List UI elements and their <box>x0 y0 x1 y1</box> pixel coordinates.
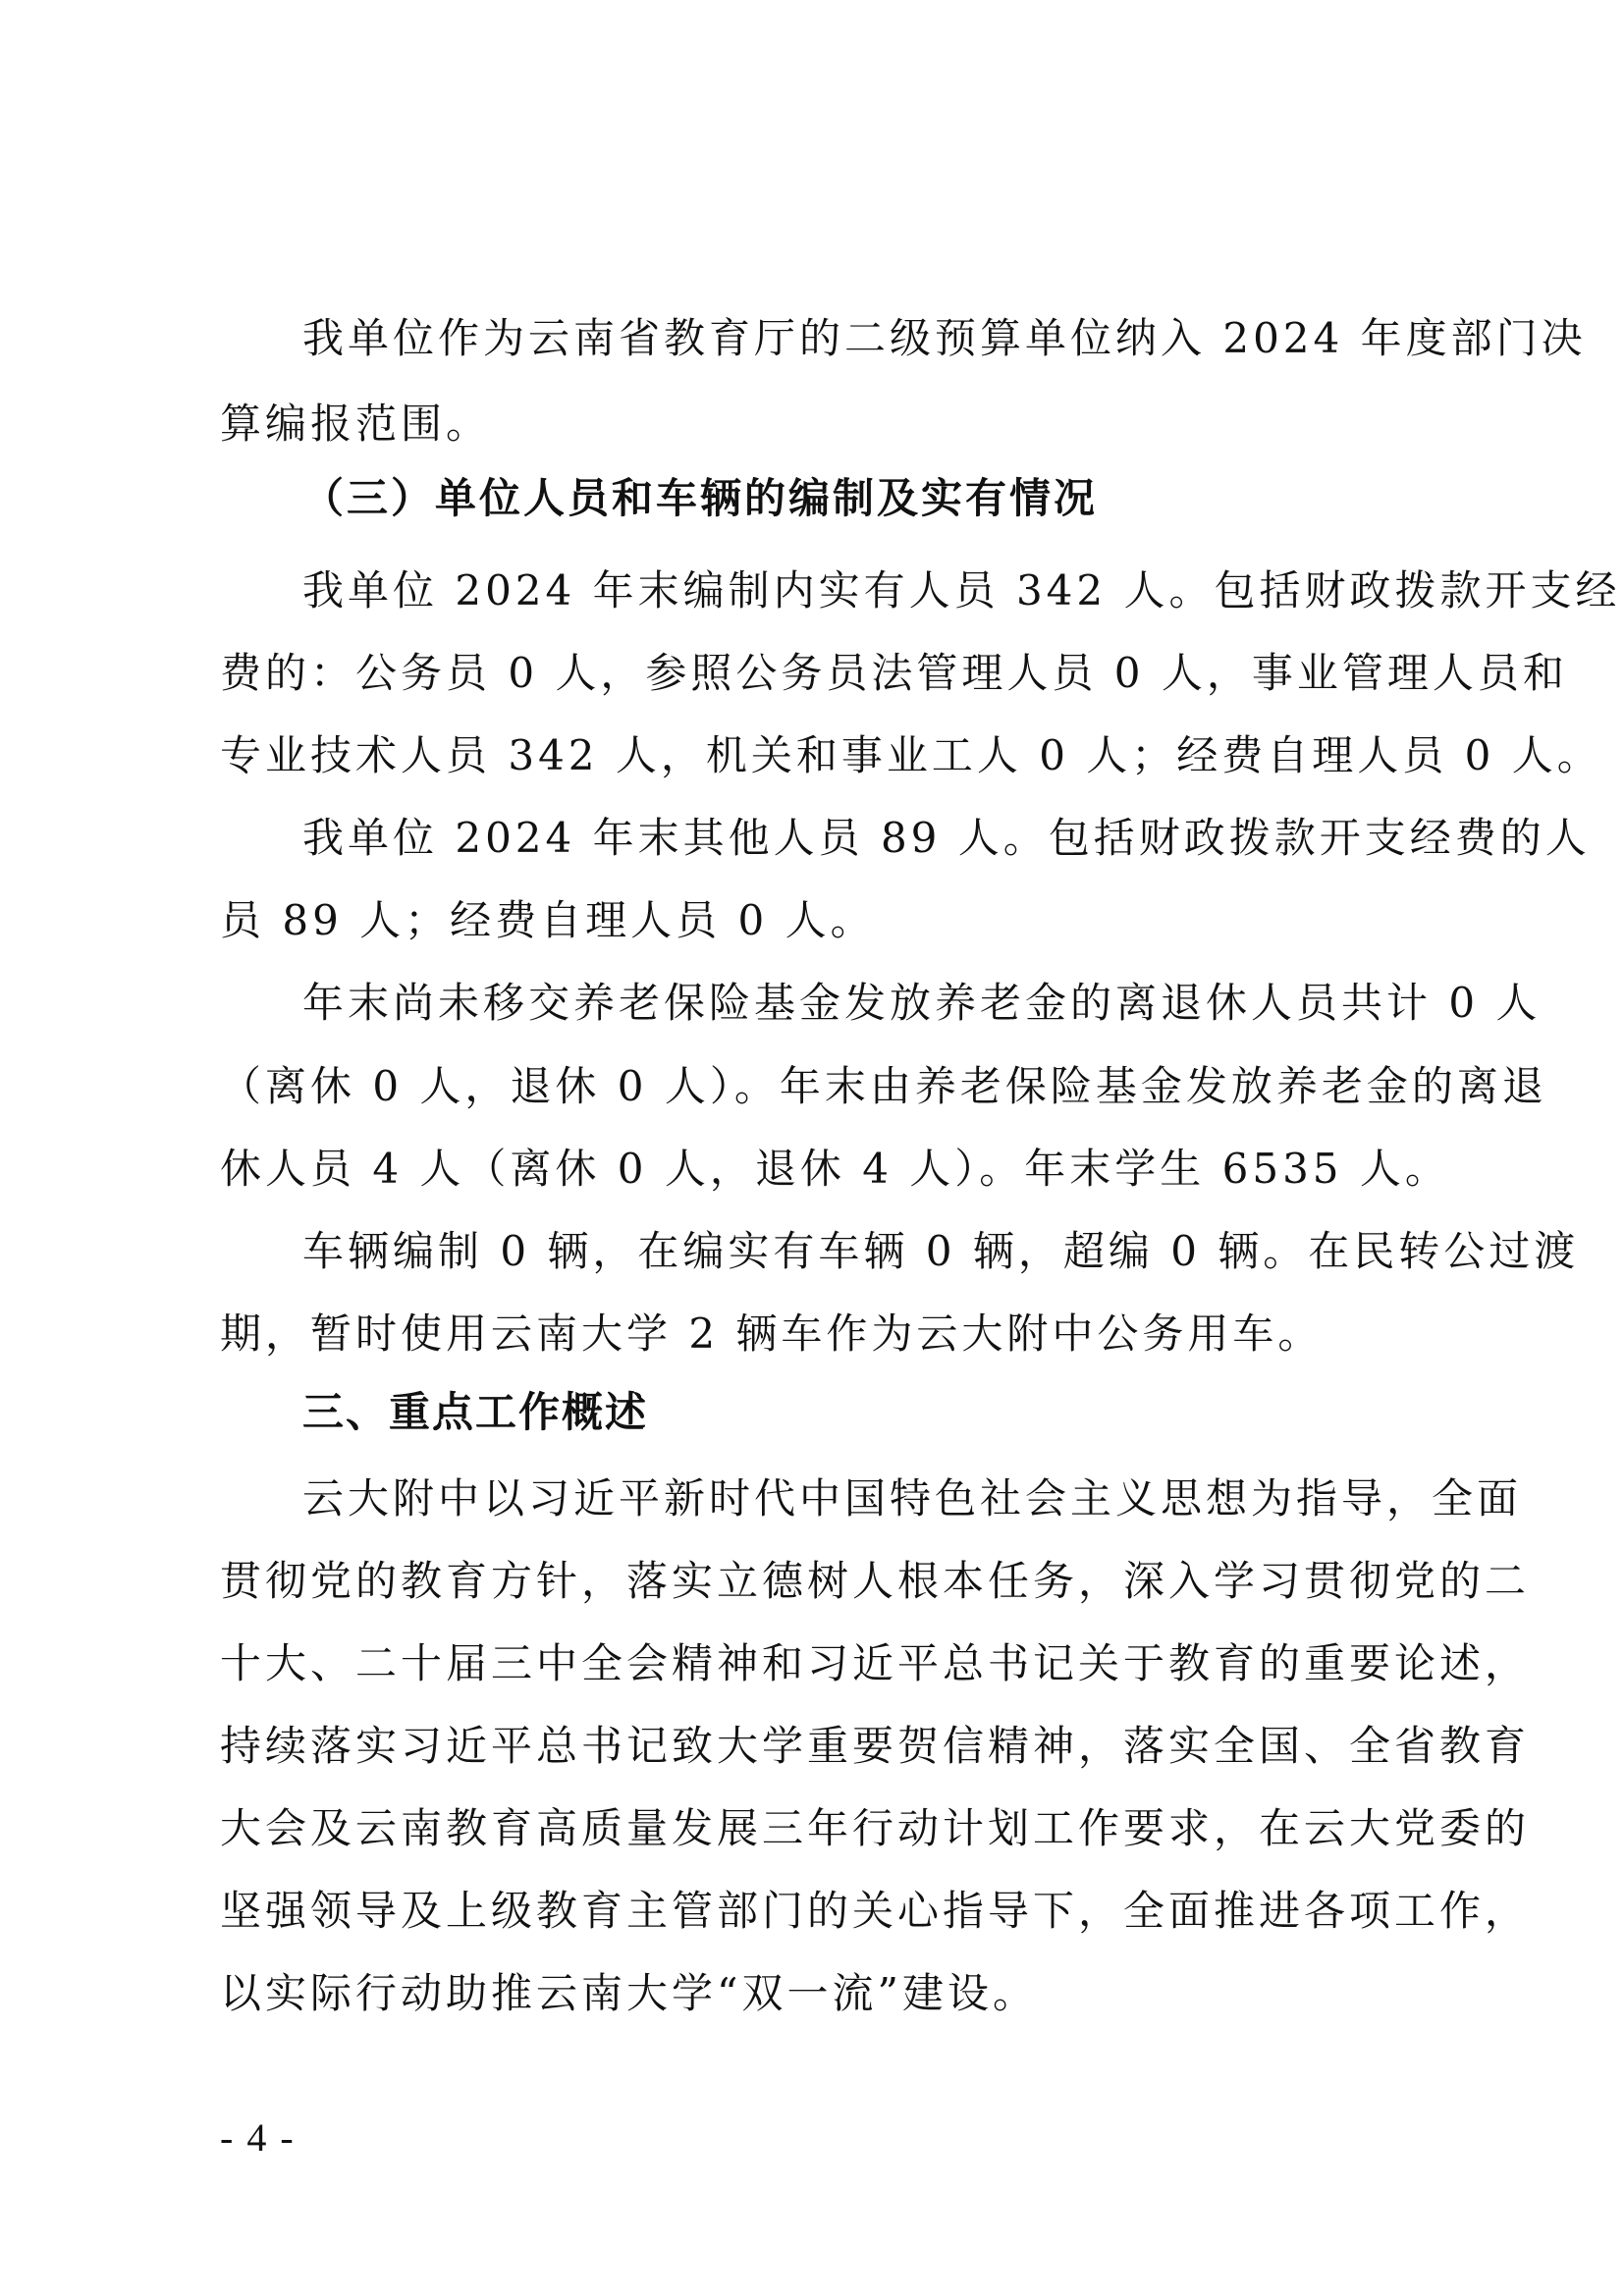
scope-paragraph-line-2: 算编报范围。 <box>220 400 492 448</box>
staff-paragraph-line-1: 我单位 2024 年末编制内实有人员 342 人。包括财政拨款开支经 <box>302 566 1621 614</box>
staff-paragraph-line-3: 专业技术人员 342 人，机关和事业工人 0 人；经费自理人员 0 人。 <box>220 731 1602 779</box>
work-paragraph-line-7: 以实际行动助推云南大学“双一流”建设。 <box>220 1969 1038 2017</box>
staff-subheading: （三）单位人员和车辆的编制及实有情况 <box>302 474 1099 522</box>
vehicles-paragraph-line-2: 期，暂时使用云南大学 2 辆车作为云大附中公务用车。 <box>220 1309 1324 1358</box>
retirees-paragraph-line-3: 休人员 4 人（离休 0 人，退休 4 人）。年末学生 6535 人。 <box>220 1145 1450 1193</box>
work-paragraph-line-2: 贯彻党的教育方针，落实立德树人根本任务，深入学习贯彻党的二 <box>220 1557 1531 1605</box>
work-paragraph-line-4: 持续落实习近平总书记致大学重要贺信精神，落实全国、全省教育 <box>220 1722 1531 1770</box>
key-work-heading: 三、重点工作概述 <box>302 1388 649 1436</box>
work-paragraph-line-6: 坚强领导及上级教育主管部门的关心指导下，全面推进各项工作， <box>220 1887 1531 1935</box>
other-staff-paragraph-line-2: 员 89 人；经费自理人员 0 人。 <box>220 896 876 944</box>
other-staff-paragraph-line-1: 我单位 2024 年末其他人员 89 人。包括财政拨款开支经费的人 <box>302 814 1591 862</box>
page-number: - 4 - <box>220 2115 296 2160</box>
work-paragraph-line-3: 十大、二十届三中全会精神和习近平总书记关于教育的重要论述， <box>220 1639 1531 1687</box>
retirees-paragraph-line-2: （离休 0 人，退休 0 人）。年末由养老保险基金发放养老金的离退 <box>220 1062 1547 1110</box>
work-paragraph-line-5: 大会及云南教育高质量发展三年行动计划工作要求，在云大党委的 <box>220 1804 1531 1852</box>
staff-paragraph-line-2: 费的：公务员 0 人，参照公务员法管理人员 0 人，事业管理人员和 <box>220 649 1568 697</box>
retirees-paragraph-line-1: 年末尚未移交养老保险基金发放养老金的离退休人员共计 0 人 <box>302 979 1542 1027</box>
work-paragraph-line-1: 云大附中以习近平新时代中国特色社会主义思想为指导，全面 <box>302 1474 1523 1522</box>
scope-paragraph-line-1: 我单位作为云南省教育厅的二级预算单位纳入 2024 年度部门决 <box>302 314 1587 362</box>
vehicles-paragraph-line-1: 车辆编制 0 辆，在编实有车辆 0 辆，超编 0 辆。在民转公过渡 <box>302 1227 1580 1275</box>
